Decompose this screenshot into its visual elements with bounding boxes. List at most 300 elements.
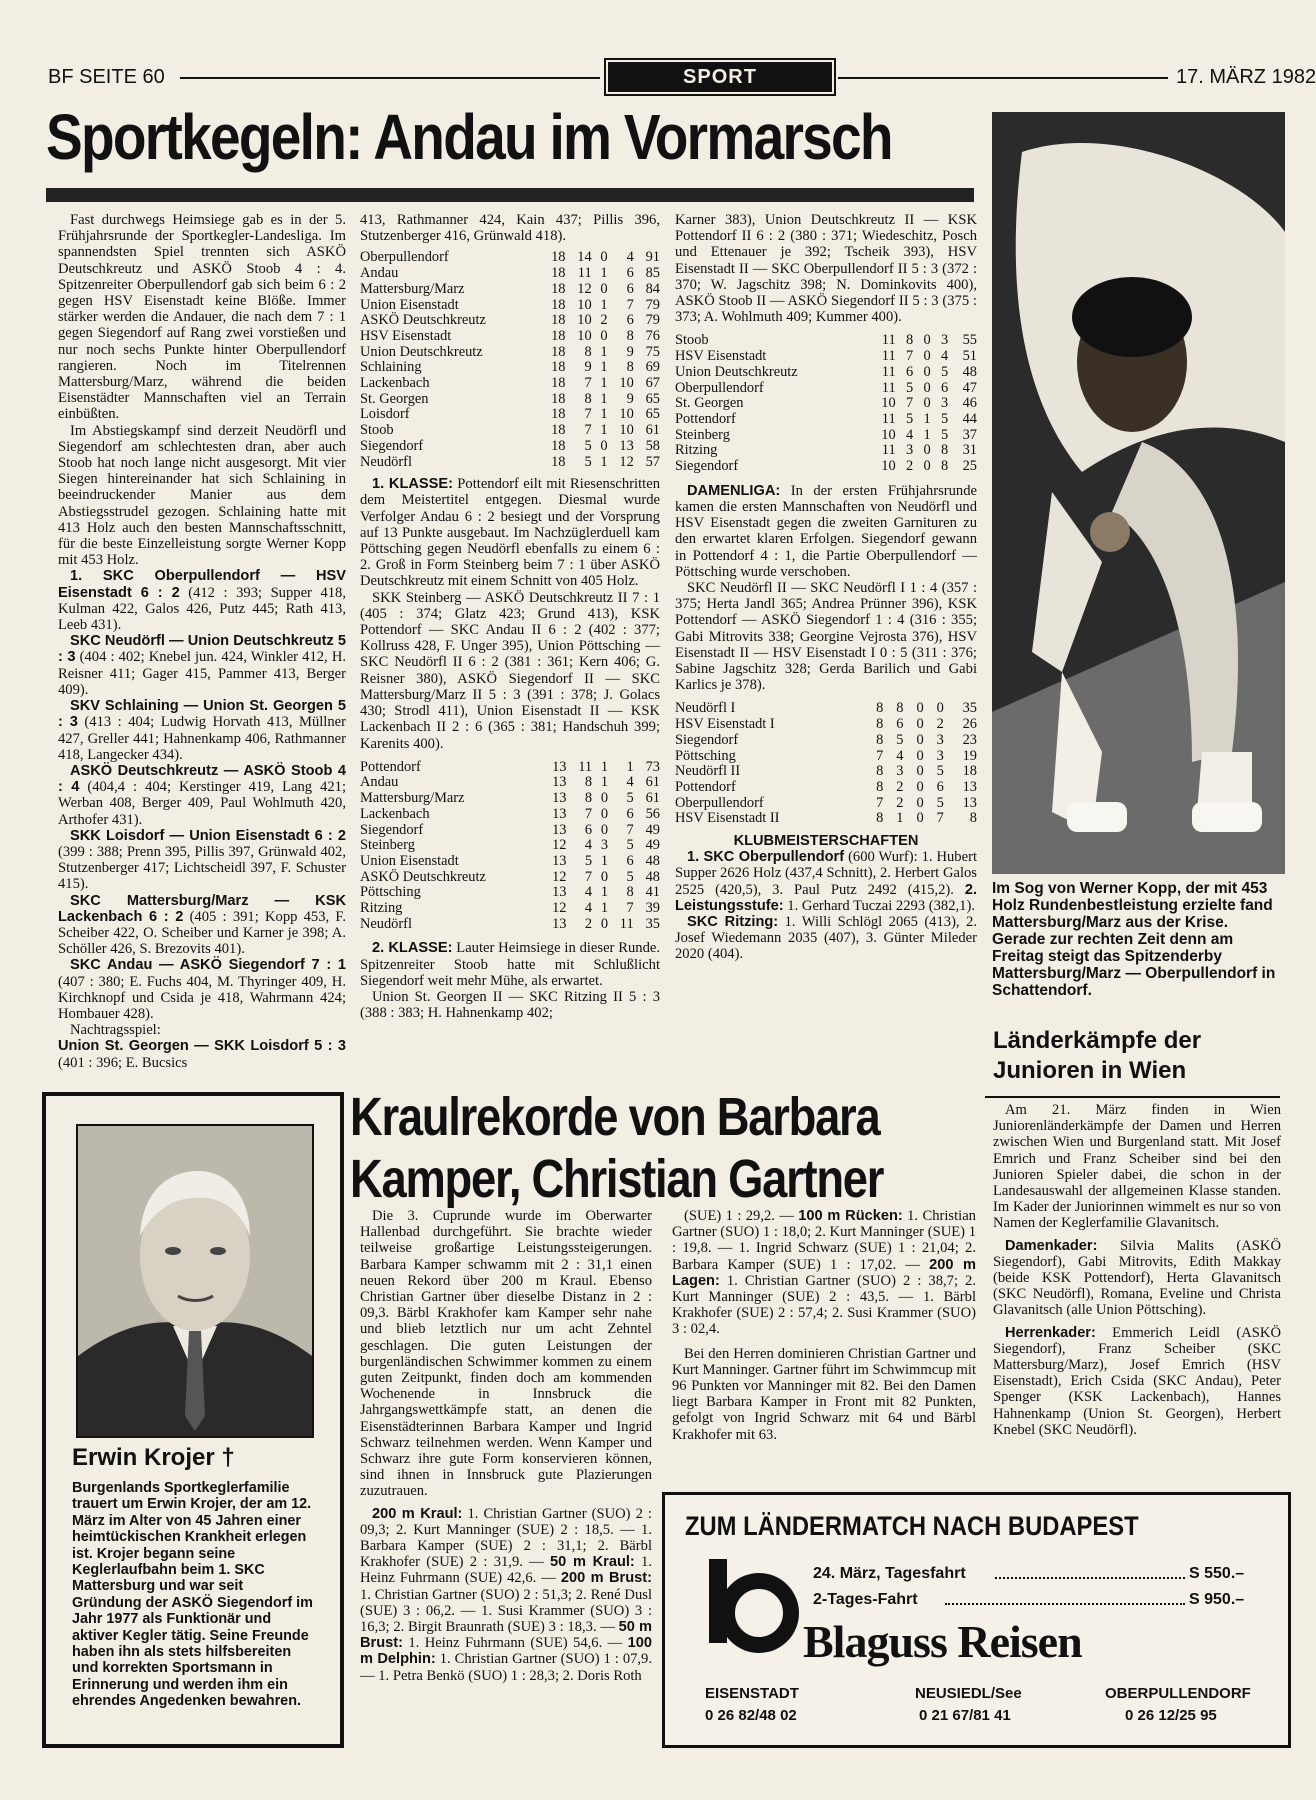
result-entry xyxy=(58,1038,346,1070)
stat-cell: 12 xyxy=(577,280,592,297)
result-teams: SKV Schlaining — Union St. Georgen 5 : 3 xyxy=(58,698,346,731)
stat-cell: 5 xyxy=(626,790,634,807)
stat-cell: 6 xyxy=(584,821,593,838)
stat-cell: 3 xyxy=(600,837,609,854)
stat-cell: 0 xyxy=(923,379,931,396)
article-column-3 xyxy=(675,212,977,963)
stat-cell: 58 xyxy=(645,437,660,454)
subhead: 50 m Kraul: xyxy=(550,1554,635,1571)
page-label: BF SEITE 60 xyxy=(48,66,165,88)
stat-cell: 6 xyxy=(896,716,904,733)
result-entry xyxy=(58,763,346,828)
stat-cell: 5 xyxy=(905,410,914,427)
stat-cell: 1 xyxy=(923,426,931,443)
result-entry xyxy=(58,828,346,893)
stat-cell: 5 xyxy=(936,794,944,811)
team-name-cell: Pottendorf xyxy=(675,778,736,795)
stat-cell: 13 xyxy=(619,437,634,454)
result-details: (404 : 402; Knebel jun. 424, Winkler 412, H. Reisner 411; Gager 415, Pammer 413, Berger 409). xyxy=(58,649,347,698)
team-name-cell: Neudörfl I xyxy=(675,700,736,717)
stat-cell: 5 xyxy=(584,852,593,869)
stat-cell: 4 xyxy=(896,747,904,764)
stat-cell: 3 xyxy=(936,747,944,764)
result-details: (404,4 : 404; Kerstinger 419, Lang 421; Werban 408, Berger 409, Paul Wohlmuth 420, Arthofer 431). xyxy=(58,779,346,828)
stat-cell: 7 xyxy=(584,805,593,822)
team-name-cell: Stoob xyxy=(360,422,394,439)
subhead: 2. Leistungsstufe: xyxy=(675,881,977,914)
team-name-cell: Neudörfl xyxy=(360,453,412,470)
headline-bar xyxy=(46,188,974,202)
stat-cell: 31 xyxy=(962,442,977,459)
stat-cell: 5 xyxy=(940,363,949,380)
stat-cell: 10 xyxy=(881,458,896,475)
subhead: 100 m Delphin: xyxy=(360,1635,652,1668)
team-name-cell: Union Deutschkreutz xyxy=(360,343,483,360)
stat-cell: 8 xyxy=(876,763,884,780)
stat-cell: 13 xyxy=(552,774,567,791)
stat-cell: 18 xyxy=(551,375,566,392)
stat-cell: 67 xyxy=(645,375,660,392)
result-details: (413 : 404; Ludwig Horvath 413, Müllner 427, Greller 441; Hahnenkamp 406, Rathmanner 418, Langecker 434). xyxy=(58,714,347,763)
table-row xyxy=(675,381,977,397)
stat-cell: 1 xyxy=(923,410,931,427)
stat-cell: 47 xyxy=(962,379,977,396)
team-name-cell: Siegendorf xyxy=(360,437,424,454)
standings-table-2-klasse xyxy=(675,333,977,474)
stat-cell: 10 xyxy=(577,327,592,344)
stat-cell: 1 xyxy=(600,453,608,470)
portrait-illustration xyxy=(78,1126,312,1436)
paragraph xyxy=(993,1238,1281,1319)
result-teams: Union St. Georgen — SKK Loisdorf 5 : 3 xyxy=(58,1038,346,1055)
table-row xyxy=(675,749,977,765)
paragraph: Im Abstiegskampf sind derzeit Neudörfl und Siegendorf am schlechtesten dran, aber auch Stoob hat noch lange nicht ausgesorgt. Mit vier Siegen hintereinander hat sich Schlaining in beeindruckender Manier aus dem Abstiegsstrudel gezogen. Schlaining hatte mit 413 Holz auch den besten Mannschaftsschnitt, für die beste Einzelleistung sorgte Werner Kopp mit 453 Holz. xyxy=(58,422,346,569)
team-name-cell: Mattersburg/Marz xyxy=(360,280,465,297)
stat-cell: 0 xyxy=(923,442,931,459)
stat-cell: 9 xyxy=(626,343,634,360)
stat-cell: 8 xyxy=(876,778,884,795)
stat-cell: 61 xyxy=(645,422,660,439)
stat-cell: 3 xyxy=(940,395,949,412)
stat-cell: 35 xyxy=(962,700,977,717)
table-row xyxy=(360,439,660,455)
stat-cell: 8 xyxy=(584,774,593,791)
stat-cell: 0 xyxy=(916,810,924,827)
stat-cell: 0 xyxy=(600,249,608,266)
stat-cell: 12 xyxy=(619,453,634,470)
stat-cell: 18 xyxy=(551,312,566,329)
stat-cell: 18 xyxy=(551,422,566,439)
table-row xyxy=(675,396,977,412)
stat-cell: 11 xyxy=(619,915,634,932)
stat-cell: 18 xyxy=(962,763,977,780)
table-row xyxy=(360,870,660,886)
stat-cell: 56 xyxy=(645,805,660,822)
result-teams: SKC Andau — ASKÖ Siegendorf 7 : 1 xyxy=(70,957,346,974)
stat-cell: 7 xyxy=(905,395,914,412)
stat-cell: 3 xyxy=(940,332,949,349)
table-row xyxy=(360,775,660,791)
text: Pottendorf eilt mit Riesenschritten dem Meistertitel entgegen. Diesmal wurde Verfolger Andau 6 : 2 besiegt und der Vorsprung auf 13 Punkte ausgebaut. Im Nachzüglerduell kam Pöttsching gegen Neudörfl ebenfalls zu einem 6 : 2. Groß in Form Steinberg beim 7 : 1 über ASKÖ Deutschkreutz mit einem Schnitt von 405 Holz. xyxy=(360,476,660,590)
stat-cell: 1 xyxy=(600,422,608,439)
stat-cell: 13 xyxy=(552,884,567,901)
stat-cell: 0 xyxy=(916,763,924,780)
swim-column-2 xyxy=(672,1208,976,1443)
subhead: 100 m Rücken: xyxy=(798,1208,903,1224)
stat-cell: 0 xyxy=(600,805,609,822)
team-name-cell: Lackenbach xyxy=(360,805,430,822)
stat-cell: 65 xyxy=(645,390,660,407)
stat-cell: 8 xyxy=(626,359,634,376)
stat-cell: 8 xyxy=(876,731,884,748)
subhead: 200 m Lagen: xyxy=(672,1256,976,1289)
table-row xyxy=(675,811,977,827)
stat-cell: 18 xyxy=(551,406,566,423)
stat-cell: 13 xyxy=(552,821,567,838)
team-name-cell: Pöttsching xyxy=(360,884,421,901)
stat-cell: 76 xyxy=(645,327,660,344)
stat-cell: 10 xyxy=(577,296,592,313)
stat-cell: 5 xyxy=(584,437,592,454)
stat-cell: 44 xyxy=(962,410,977,427)
stat-cell: 18 xyxy=(551,359,566,376)
issue-date: 17. MÄRZ 1982 xyxy=(1176,66,1316,88)
masthead-rule-right xyxy=(838,77,1168,79)
subhead: KLUBMEISTERSCHAFTEN xyxy=(733,833,919,850)
team-name-cell: HSV Eisenstadt xyxy=(675,348,767,365)
table-row xyxy=(360,854,660,870)
stat-cell: 48 xyxy=(645,852,660,869)
team-name-cell: Steinberg xyxy=(675,426,730,443)
team-name-cell: Schlaining xyxy=(360,359,422,376)
stat-cell: 2 xyxy=(584,915,593,932)
stat-cell: 4 xyxy=(626,249,634,266)
stat-cell: 0 xyxy=(923,348,931,365)
stat-cell: 8 xyxy=(876,810,884,827)
result-entry xyxy=(58,893,346,958)
obituary-text: Burgenlands Sportkeglerfamilie trauert um Erwin Krojer, der am 12. März im Alter von 45 Jahren einer heimtückischen Krankheit erlegen ist. Krojer begann seine Keglerlaufbahn beim 1. SKC Mattersburg und war seit Gründung der ASKÖ Siegendorf im Jahr 1977 als Funktionär und aktiver Kegler tätig. Seine Freunde haben ihn als stets hilfsbereiten und korrekten Sportsmann in Erinnerung und werden ihm ein ehrendes Angedenken bewahren. xyxy=(72,1480,313,1710)
text: 1. Christian Gartner (SUO) 2 : 09,3; 2. Kurt Manninger (SUE) 2 : 18,5. — 1. Barbara Kamper (SUE) 2 : 31,1; 2. Bärbl Krakhofer (SUE) 2 : 31,9. — xyxy=(360,1505,652,1571)
stat-cell: 7 xyxy=(626,821,634,838)
swim-headline-line: Kraulrekorde von Barbara xyxy=(350,1087,880,1147)
stat-cell: 10 xyxy=(881,395,896,412)
stat-cell: 4 xyxy=(584,884,593,901)
table-row xyxy=(675,443,977,459)
result-entry xyxy=(58,957,346,1022)
text: 1. Christian Gartner (SUO) 1 : 18,0; 2. Kurt Manninger (SUE) 1 : 19,8. — 1. Ingrid Schwarz (SUE) 1 : 21,04; 2. Barbara Kamper (SUE) 1 : 17,02. — xyxy=(672,1208,976,1273)
text: Emmerich Leidl (ASKÖ Siegendorf), Franz Scheiber (SKC Mattersburg/Marz), Josef Emrich (HSV Eisenstadt), Erich Csida (SKC Andau), Peter Spenger (KSK Lackenbach), Hannes Hahnenkamp (Union St. Georgen), Herbert Knebel (SKC Neudörfl). xyxy=(993,1324,1281,1438)
table-row xyxy=(675,780,977,796)
paragraph xyxy=(672,1208,976,1338)
dotted-leader xyxy=(995,1577,1185,1579)
stat-cell: 5 xyxy=(584,453,592,470)
swim-column-1 xyxy=(360,1208,652,1684)
team-name-cell: HSV Eisenstadt I xyxy=(675,716,775,733)
stat-cell: 48 xyxy=(645,868,660,885)
blaguss-logo-icon xyxy=(705,1555,797,1647)
ad-title: ZUM LÄNDERMATCH NACH BUDAPEST xyxy=(685,1511,1139,1541)
result-details: (412 : 393; Supper 418, Kulman 422, Galos 426, Putz 445; Rath 413, Leeb 431). xyxy=(58,584,346,634)
swim-headline xyxy=(350,1086,888,1210)
masthead xyxy=(48,62,1316,90)
table-row xyxy=(360,917,660,933)
stat-cell: 1 xyxy=(600,359,608,376)
stat-cell: 13 xyxy=(552,852,567,869)
stat-cell: 12 xyxy=(552,837,567,854)
subhead: 200 m Kraul: xyxy=(372,1505,463,1522)
paragraph: Bei den Herren dominieren Christian Gartner und Kurt Manninger. Gartner führt im Schwimmcup mit 96 Punkten vor Manninger mit 82. Bei den Damen liegt Barbara Kamper in Front mit 82 Punkten, gefolgt von Ingrid Schwarz mit 64 und Bärbl Krakhofer mit 63. xyxy=(672,1345,976,1443)
junior-headline: Länderkämpfe der Junioren in Wien xyxy=(993,1027,1202,1084)
stat-cell: 11 xyxy=(881,379,896,396)
paragraph: SKK Steinberg — ASKÖ Deutschkreutz II 7 : 1 (405 : 374; Glatz 423; Grund 413), KSK Pottendorf — SKC Andau II 6 : 2 (402 : 377; Kollruss 428, F. Unger 395), Union Pöttsching — SKC Neudörfl II 6 : 2 (381 : 361; Kern 406; G. Reisner 380), ASKÖ Siegendorf II — SKC Mattersburg/Marz II 5 : 3 (391 : 378; J. Golacs 430; Strodl 411), Union Eisenstadt II — KSK Lackenbach II 2 : 6 (365 : 381; Handschuh 399; Karenits 400). xyxy=(360,589,660,752)
team-name-cell: Siegendorf xyxy=(675,731,739,748)
team-name-cell: Neudörfl xyxy=(360,915,412,932)
stat-cell: 5 xyxy=(905,379,914,396)
table-row xyxy=(360,838,660,854)
stat-cell: 11 xyxy=(578,758,593,775)
stat-cell: 75 xyxy=(645,343,660,360)
stat-cell: 12 xyxy=(552,868,567,885)
stat-cell: 6 xyxy=(940,379,949,396)
stat-cell: 0 xyxy=(916,731,924,748)
stat-cell: 11 xyxy=(881,332,896,349)
stat-cell: 23 xyxy=(962,731,977,748)
stat-cell: 7 xyxy=(876,747,884,764)
stat-cell: 18 xyxy=(551,343,566,360)
stat-cell: 0 xyxy=(923,458,931,475)
team-name-cell: HSV Eisenstadt xyxy=(360,327,452,344)
stat-cell: 8 xyxy=(940,442,949,459)
result-teams: SKK Loisdorf — Union Eisenstadt 6 : 2 xyxy=(70,827,346,844)
table-row xyxy=(675,764,977,780)
stat-cell: 0 xyxy=(916,794,924,811)
text: 1. Heinz Fuhrmann (SUE) 54,6. — xyxy=(402,1635,623,1652)
stat-cell: 2 xyxy=(936,716,944,733)
table-row xyxy=(675,349,977,365)
stat-cell: 10 xyxy=(619,375,634,392)
subhead: 200 m Brust: xyxy=(560,1570,652,1587)
result-details: (399 : 388; Prenn 395, Pillis 397, Grünwald 402, Stutzenberger 417; Lichtscheidl 397, F. Schuster 415). xyxy=(58,843,346,893)
stat-cell: 57 xyxy=(645,453,660,470)
text: 1. Willi Schlögl 2065 (413), 2. Josef Wiedemann 2035 (407), 3. Günter Mileder 2020 (404). xyxy=(675,914,977,963)
article-column-1 xyxy=(58,212,346,1071)
result-details: (401 : 396; E. Bucsics xyxy=(58,1054,188,1071)
stat-cell: 7 xyxy=(584,422,592,439)
stat-cell: 7 xyxy=(936,810,944,827)
ad-phone-2: 0 21 67/81 41 xyxy=(919,1707,1011,1724)
team-name-cell: Oberpullendorf xyxy=(675,379,764,396)
text: 1. Christian Gartner (SUO) 2 : 51,3; 2. René Dusl (SUE) 3 : 06,2. — 1. Susi Krammer (SUO) 3 : 16,3; 2. Birgit Braunrath (SUE) 3 : 18,3. — xyxy=(360,1586,652,1636)
subhead: 1. KLASSE: xyxy=(372,476,453,493)
standings-table-landesliga xyxy=(360,250,660,470)
paragraph xyxy=(675,914,977,963)
stat-cell: 8 xyxy=(876,716,884,733)
stat-cell: 13 xyxy=(962,778,977,795)
stat-cell: 39 xyxy=(645,900,660,917)
junior-rule xyxy=(985,1096,1280,1098)
stat-cell: 12 xyxy=(552,900,567,917)
stat-cell: 11 xyxy=(577,265,592,282)
stat-cell: 49 xyxy=(645,837,660,854)
stat-cell: 65 xyxy=(645,406,660,423)
stat-cell: 7 xyxy=(876,794,884,811)
team-name-cell: Neudörfl II xyxy=(675,763,741,780)
stat-cell: 41 xyxy=(645,884,660,901)
team-name-cell: Ritzing xyxy=(675,442,718,459)
table-row xyxy=(360,376,660,392)
stat-cell: 6 xyxy=(626,805,634,822)
stat-cell: 7 xyxy=(626,900,634,917)
stat-cell: 8 xyxy=(626,327,634,344)
stat-cell: 0 xyxy=(916,700,924,717)
standings-table-damenliga xyxy=(675,701,977,827)
portrait-photo xyxy=(76,1124,314,1438)
stat-cell: 6 xyxy=(626,852,634,869)
table-row xyxy=(360,360,660,376)
stat-cell: 18 xyxy=(551,437,566,454)
text: 1. Christian Gartner (SUO) 1 : 07,9. — 1. Petra Benkö (SUO) 1 : 28,3; 2. Doris Roth xyxy=(360,1651,653,1684)
team-name-cell: ASKÖ Deutschkreutz xyxy=(360,868,486,885)
table-row xyxy=(675,717,977,733)
stat-cell: 8 xyxy=(940,458,949,475)
table-row xyxy=(360,298,660,314)
subhead: DAMENLIGA: xyxy=(687,482,781,499)
table-row xyxy=(360,407,660,423)
result-teams: SKC Neudörfl — Union Deutschkreutz 5 : 3 xyxy=(58,633,346,666)
subhead: Herrenkader: xyxy=(1005,1324,1096,1341)
main-headline: Sportkegeln: Andau im Vormarsch xyxy=(46,101,892,173)
result-teams: 1. SKC Oberpullendorf — HSV Eisenstadt 6 : 2 xyxy=(58,568,346,601)
stat-cell: 1 xyxy=(600,852,609,869)
subhead: 50 m Brust: xyxy=(360,1619,652,1652)
stat-cell: 0 xyxy=(923,395,931,412)
stat-cell: 61 xyxy=(645,790,660,807)
subhead: 2. KLASSE: xyxy=(372,940,453,957)
paragraph xyxy=(360,940,660,989)
stat-cell: 1 xyxy=(600,296,608,313)
team-name-cell: Oberpullendorf xyxy=(675,794,764,811)
stat-cell: 4 xyxy=(940,348,949,365)
team-name-cell: Pottendorf xyxy=(360,758,421,775)
stat-cell: 6 xyxy=(626,280,634,297)
stat-cell: 8 xyxy=(626,884,634,901)
stat-cell: 11 xyxy=(881,442,896,459)
team-name-cell: St. Georgen xyxy=(360,390,429,407)
stat-cell: 9 xyxy=(584,359,592,376)
stat-cell: 1 xyxy=(626,758,634,775)
stat-cell: 49 xyxy=(645,821,660,838)
stat-cell: 3 xyxy=(936,731,944,748)
stat-cell: 69 xyxy=(645,359,660,376)
text: Lauter Heimsiege in dieser Runde. Spitzenreiter Stoob hatte mit Schlußlicht Siegendorf weit mehr Mühe, als erwartet. xyxy=(360,940,660,989)
table-row xyxy=(675,796,977,812)
stat-cell: 61 xyxy=(645,774,660,791)
stat-cell: 18 xyxy=(551,296,566,313)
article-column-2 xyxy=(360,212,660,1021)
stat-cell: 14 xyxy=(577,249,592,266)
stat-cell: 0 xyxy=(600,280,608,297)
text: (600 Wurf): 1. Hubert Supper 2626 Holz (437,4 Schnitt), 2. Herbert Galos 2525 (420,5), 3. Paul Putz 2492 (415,2). xyxy=(675,849,977,898)
stat-cell: 0 xyxy=(600,868,609,885)
table-row xyxy=(675,459,977,475)
stat-cell: 2 xyxy=(600,312,608,329)
stat-cell: 5 xyxy=(940,426,949,443)
stat-cell: 26 xyxy=(962,716,977,733)
obituary-name: Erwin Krojer † xyxy=(72,1444,235,1471)
table-row xyxy=(360,901,660,917)
stat-cell: 5 xyxy=(896,731,904,748)
stat-cell: 11 xyxy=(881,410,896,427)
table-row xyxy=(360,885,660,901)
stat-cell: 7 xyxy=(905,348,914,365)
stat-cell: 37 xyxy=(962,426,977,443)
stat-cell: 6 xyxy=(626,312,634,329)
result-entry xyxy=(58,568,346,633)
result-teams: SKC Mattersburg/Marz — KSK Lackenbach 6 : 2 xyxy=(58,892,346,925)
text: 1. Christian Gartner (SUO) 2 : 38,7; 2. Kurt Manninger (SUE) 2 : 43,5. — 1. Bärbl Krakhofer (SUE) 2 : 57,4; 2. Susi Krammer (SUO) 3 : 02,4. xyxy=(672,1272,976,1338)
stat-cell: 55 xyxy=(962,332,977,349)
team-name-cell: HSV Eisenstadt II xyxy=(675,810,780,827)
team-name-cell: ASKÖ Deutschkreutz xyxy=(360,312,486,329)
stat-cell: 5 xyxy=(936,763,944,780)
stat-cell: 5 xyxy=(626,837,634,854)
team-name-cell: Loisdorf xyxy=(360,406,410,423)
table-row xyxy=(360,823,660,839)
ad-price-2: S 950.– xyxy=(1189,1591,1245,1608)
stat-cell: 0 xyxy=(923,332,931,349)
stat-cell: 10 xyxy=(577,312,592,329)
paragraph: Karner 383), Union Deutschkreutz II — KSK Pottendorf II 6 : 2 (380 : 371; Wiedeschitz, Posch und Ettenauer je 392; Tscheik 393), HSV Eisenstadt II — SKC Oberpullendorf II 5 : 3 (372 : 370; W. Jagschitz 398; N. Dominkovits 400), ASKÖ Stoob II — ASKÖ Siegendorf II 5 : 3 (375 : 373; A. Wohlmuth 409; Kummer 400). xyxy=(675,212,977,326)
stat-cell: 5 xyxy=(940,410,949,427)
stat-cell: 0 xyxy=(600,790,609,807)
stat-cell: 13 xyxy=(552,805,567,822)
table-row xyxy=(360,282,660,298)
subhead: SKC Ritzing: xyxy=(687,914,779,931)
stat-cell: 48 xyxy=(962,363,977,380)
stat-cell: 18 xyxy=(551,453,566,470)
stat-cell: 11 xyxy=(881,348,896,365)
stat-cell: 18 xyxy=(551,327,566,344)
stat-cell: 4 xyxy=(626,774,634,791)
stat-cell: 8 xyxy=(876,700,884,717)
table-row xyxy=(675,733,977,749)
paragraph xyxy=(675,849,977,914)
stat-cell: 9 xyxy=(626,390,634,407)
team-name-cell: Andau xyxy=(360,774,399,791)
team-name-cell: Union Deutschkreutz xyxy=(675,363,798,380)
text: In der ersten Frühjahrsrunde kamen die ersten Mannschaften von Neudörfl und HSV Eisenstadt gegen die zweiten Garnituren zu den erwartet klaren Erfolgen. Siegendorf gewann in Pottendorf 4 : 1, die Partie Oberpullendorf — Pöttsching wurde verschoben. xyxy=(675,482,977,580)
stat-cell: 0 xyxy=(916,716,924,733)
section-label: SPORT xyxy=(608,62,832,92)
team-name-cell: Union Eisenstadt xyxy=(360,296,459,313)
stat-cell: 0 xyxy=(600,327,608,344)
travel-advertisement xyxy=(662,1492,1291,1748)
stat-cell: 8 xyxy=(584,343,592,360)
stat-cell: 18 xyxy=(551,265,566,282)
stat-cell: 85 xyxy=(645,265,660,282)
table-row xyxy=(360,791,660,807)
stat-cell: 0 xyxy=(923,363,931,380)
ad-location-2: NEUSIEDL/See xyxy=(915,1685,1022,1702)
stat-cell: 79 xyxy=(645,312,660,329)
standings-table-1-klasse xyxy=(360,760,660,933)
table-row xyxy=(360,760,660,776)
ad-phone-1: 0 26 82/48 02 xyxy=(705,1707,797,1724)
stat-cell: 4 xyxy=(584,837,593,854)
team-name-cell: Union Eisenstadt xyxy=(360,852,459,869)
obituary-box xyxy=(42,1092,344,1748)
stat-cell: 3 xyxy=(896,763,904,780)
